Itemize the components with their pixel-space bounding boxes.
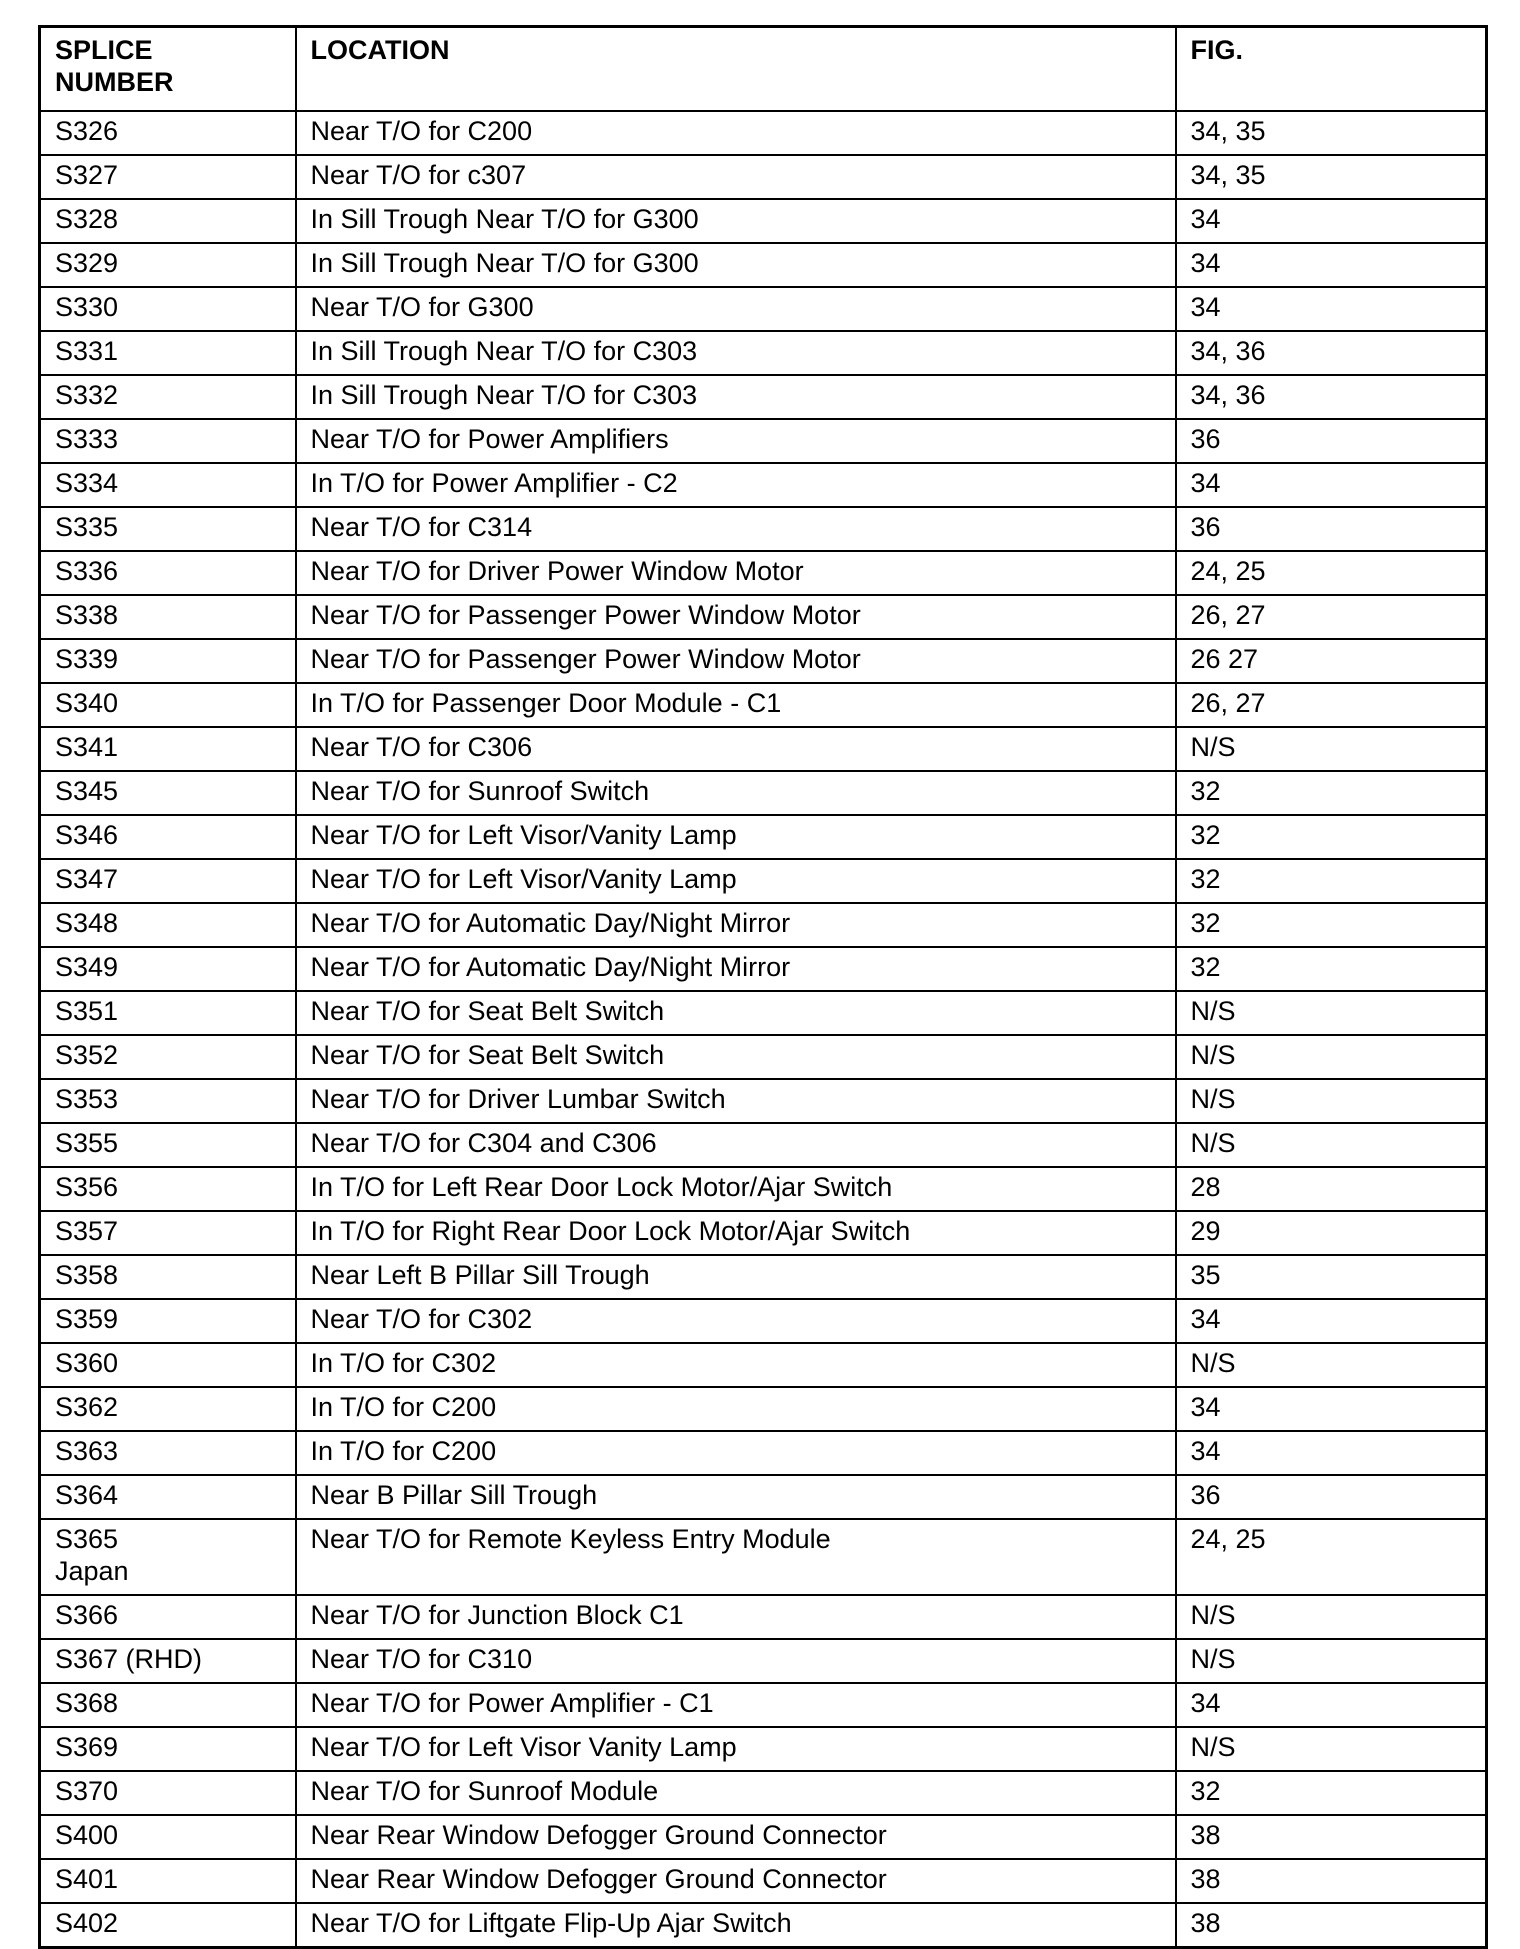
- location-cell: Near B Pillar Sill Trough: [296, 1475, 1176, 1519]
- table-row: [40, 463, 1487, 507]
- location-cell: Near T/O for C314: [296, 507, 1176, 551]
- table-row: [40, 1343, 1487, 1387]
- table-row: [40, 155, 1487, 199]
- splice-number-cell: S402: [40, 1903, 296, 1948]
- location-cell: Near T/O for C310: [296, 1639, 1176, 1683]
- splice-number-cell: S401: [40, 1859, 296, 1903]
- splice-number-cell: S351: [40, 991, 296, 1035]
- table-row: [40, 1727, 1487, 1771]
- table-row: [40, 419, 1487, 463]
- table-row: [40, 375, 1487, 419]
- splice-number-cell: S339: [40, 639, 296, 683]
- fig-cell: 34: [1176, 1387, 1487, 1431]
- splice-number-cell: S341: [40, 727, 296, 771]
- table-row: [40, 1079, 1487, 1123]
- location-cell: In T/O for C200: [296, 1387, 1176, 1431]
- splice-number-cell: S330: [40, 287, 296, 331]
- fig-cell: N/S: [1176, 1035, 1487, 1079]
- splice-number-cell: S363: [40, 1431, 296, 1475]
- table-row: [40, 199, 1487, 243]
- table-row: [40, 903, 1487, 947]
- fig-cell: 26, 27: [1176, 595, 1487, 639]
- fig-cell: 28: [1176, 1167, 1487, 1211]
- table-row: [40, 243, 1487, 287]
- location-cell: Near T/O for Power Amplifiers: [296, 419, 1176, 463]
- splice-number-cell: S368: [40, 1683, 296, 1727]
- fig-cell: 29: [1176, 1211, 1487, 1255]
- splice-number-cell: S400: [40, 1815, 296, 1859]
- fig-cell: 34: [1176, 287, 1487, 331]
- splice-number-cell: S370: [40, 1771, 296, 1815]
- table-row: [40, 683, 1487, 727]
- splice-number-cell: S365 Japan: [40, 1519, 296, 1595]
- location-cell: Near T/O for C200: [296, 111, 1176, 155]
- splice-number-cell: S331: [40, 331, 296, 375]
- table-row: [40, 1299, 1487, 1343]
- fig-cell: N/S: [1176, 1595, 1487, 1639]
- splice-number-cell: S346: [40, 815, 296, 859]
- fig-cell: N/S: [1176, 1727, 1487, 1771]
- location-cell: Near Rear Window Defogger Ground Connector: [296, 1859, 1176, 1903]
- fig-cell: 32: [1176, 947, 1487, 991]
- table-row: [40, 947, 1487, 991]
- fig-cell: 34: [1176, 199, 1487, 243]
- table-row: [40, 111, 1487, 155]
- fig-cell: 34: [1176, 1299, 1487, 1343]
- table-row: [40, 1035, 1487, 1079]
- fig-cell: N/S: [1176, 1639, 1487, 1683]
- location-cell: In Sill Trough Near T/O for G300: [296, 243, 1176, 287]
- splice-number-cell: S340: [40, 683, 296, 727]
- location-cell: Near T/O for Sunroof Module: [296, 1771, 1176, 1815]
- splice-number-cell: S338: [40, 595, 296, 639]
- fig-cell: N/S: [1176, 1123, 1487, 1167]
- location-cell: Near T/O for Driver Lumbar Switch: [296, 1079, 1176, 1123]
- fig-cell: 24, 25: [1176, 1519, 1487, 1595]
- location-cell: Near T/O for Driver Power Window Motor: [296, 551, 1176, 595]
- splice-number-cell: S335: [40, 507, 296, 551]
- table-row: [40, 815, 1487, 859]
- fig-cell: 35: [1176, 1255, 1487, 1299]
- fig-cell: 26 27: [1176, 639, 1487, 683]
- splice-number-cell: S364: [40, 1475, 296, 1519]
- location-cell: In Sill Trough Near T/O for C303: [296, 375, 1176, 419]
- table-row: [40, 331, 1487, 375]
- location-cell: Near T/O for C304 and C306: [296, 1123, 1176, 1167]
- fig-cell: 34, 36: [1176, 375, 1487, 419]
- location-cell: In T/O for Power Amplifier - C2: [296, 463, 1176, 507]
- splice-number-cell: S347: [40, 859, 296, 903]
- location-cell: Near T/O for Seat Belt Switch: [296, 1035, 1176, 1079]
- table-row: [40, 727, 1487, 771]
- location-cell: In T/O for Right Rear Door Lock Motor/Ajar Switch: [296, 1211, 1176, 1255]
- fig-cell: 32: [1176, 1771, 1487, 1815]
- table-row: [40, 1815, 1487, 1859]
- location-cell: In T/O for C302: [296, 1343, 1176, 1387]
- table-row: [40, 1859, 1487, 1903]
- table-row: [40, 287, 1487, 331]
- fig-cell: 38: [1176, 1815, 1487, 1859]
- fig-cell: N/S: [1176, 1343, 1487, 1387]
- table-row: [40, 595, 1487, 639]
- location-cell: Near T/O for Passenger Power Window Motor: [296, 595, 1176, 639]
- location-cell: Near T/O for Left Visor/Vanity Lamp: [296, 815, 1176, 859]
- location-cell: Near T/O for Remote Keyless Entry Module: [296, 1519, 1176, 1595]
- location-cell: Near T/O for Power Amplifier - C1: [296, 1683, 1176, 1727]
- splice-number-cell: S357: [40, 1211, 296, 1255]
- splice-number-cell: S356: [40, 1167, 296, 1211]
- splice-number-cell: S332: [40, 375, 296, 419]
- location-cell: Near T/O for Seat Belt Switch: [296, 991, 1176, 1035]
- location-cell: Near T/O for C306: [296, 727, 1176, 771]
- table-body: [40, 111, 1487, 1948]
- table-row: [40, 1167, 1487, 1211]
- table-row: [40, 859, 1487, 903]
- fig-cell: 34, 35: [1176, 155, 1487, 199]
- fig-cell: N/S: [1176, 991, 1487, 1035]
- fig-cell: 32: [1176, 771, 1487, 815]
- splice-number-cell: S353: [40, 1079, 296, 1123]
- header-fig: FIG.: [1176, 27, 1487, 112]
- splice-number-cell: S352: [40, 1035, 296, 1079]
- location-cell: Near Left B Pillar Sill Trough: [296, 1255, 1176, 1299]
- fig-cell: 36: [1176, 507, 1487, 551]
- location-cell: Near T/O for Left Visor Vanity Lamp: [296, 1727, 1176, 1771]
- fig-cell: N/S: [1176, 727, 1487, 771]
- table-row: [40, 1387, 1487, 1431]
- location-cell: In Sill Trough Near T/O for C303: [296, 331, 1176, 375]
- splice-number-cell: S326: [40, 111, 296, 155]
- location-cell: Near T/O for Automatic Day/Night Mirror: [296, 903, 1176, 947]
- splice-number-cell: S334: [40, 463, 296, 507]
- location-cell: Near T/O for Left Visor/Vanity Lamp: [296, 859, 1176, 903]
- table-row: [40, 639, 1487, 683]
- fig-cell: 32: [1176, 859, 1487, 903]
- table-row: [40, 1639, 1487, 1683]
- fig-cell: 34: [1176, 1431, 1487, 1475]
- fig-cell: 36: [1176, 1475, 1487, 1519]
- fig-cell: 34: [1176, 463, 1487, 507]
- location-cell: Near T/O for Automatic Day/Night Mirror: [296, 947, 1176, 991]
- splice-number-cell: S349: [40, 947, 296, 991]
- location-cell: Near T/O for c307: [296, 155, 1176, 199]
- fig-cell: 34, 35: [1176, 111, 1487, 155]
- table-row: [40, 1595, 1487, 1639]
- location-cell: In Sill Trough Near T/O for G300: [296, 199, 1176, 243]
- splice-number-cell: S366: [40, 1595, 296, 1639]
- fig-cell: 24, 25: [1176, 551, 1487, 595]
- header-location: LOCATION: [296, 27, 1176, 112]
- location-cell: Near T/O for Sunroof Switch: [296, 771, 1176, 815]
- splice-number-cell: S358: [40, 1255, 296, 1299]
- fig-cell: 34: [1176, 243, 1487, 287]
- splice-number-cell: S359: [40, 1299, 296, 1343]
- location-cell: Near T/O for Passenger Power Window Motor: [296, 639, 1176, 683]
- splice-number-cell: S345: [40, 771, 296, 815]
- splice-number-cell: S362: [40, 1387, 296, 1431]
- location-cell: In T/O for Left Rear Door Lock Motor/Ajar Switch: [296, 1167, 1176, 1211]
- fig-cell: 38: [1176, 1903, 1487, 1948]
- location-cell: In T/O for Passenger Door Module - C1: [296, 683, 1176, 727]
- fig-cell: 38: [1176, 1859, 1487, 1903]
- location-cell: Near T/O for C302: [296, 1299, 1176, 1343]
- fig-cell: 34: [1176, 1683, 1487, 1727]
- fig-cell: 32: [1176, 815, 1487, 859]
- splice-location-table: [38, 25, 1488, 1949]
- table-row: [40, 1255, 1487, 1299]
- splice-number-cell: S328: [40, 199, 296, 243]
- fig-cell: 36: [1176, 419, 1487, 463]
- table-row: [40, 1431, 1487, 1475]
- fig-cell: 32: [1176, 903, 1487, 947]
- table-row: [40, 1771, 1487, 1815]
- fig-cell: N/S: [1176, 1079, 1487, 1123]
- table-row: [40, 1211, 1487, 1255]
- table-row: [40, 1903, 1487, 1948]
- header-splice-number: SPLICE NUMBER: [40, 27, 296, 112]
- location-cell: Near Rear Window Defogger Ground Connector: [296, 1815, 1176, 1859]
- splice-number-cell: S333: [40, 419, 296, 463]
- splice-number-cell: S360: [40, 1343, 296, 1387]
- location-cell: Near T/O for Liftgate Flip-Up Ajar Switch: [296, 1903, 1176, 1948]
- fig-cell: 26, 27: [1176, 683, 1487, 727]
- splice-number-cell: S336: [40, 551, 296, 595]
- table-row: [40, 1475, 1487, 1519]
- splice-number-cell: S348: [40, 903, 296, 947]
- header-row: [40, 27, 1487, 112]
- table-row: [40, 991, 1487, 1035]
- table-header: [40, 27, 1487, 112]
- location-cell: Near T/O for Junction Block C1: [296, 1595, 1176, 1639]
- fig-cell: 34, 36: [1176, 331, 1487, 375]
- location-cell: In T/O for C200: [296, 1431, 1176, 1475]
- table-row: [40, 1683, 1487, 1727]
- splice-number-cell: S327: [40, 155, 296, 199]
- splice-number-cell: S367 (RHD): [40, 1639, 296, 1683]
- splice-number-cell: S329: [40, 243, 296, 287]
- table-row: [40, 1123, 1487, 1167]
- location-cell: Near T/O for G300: [296, 287, 1176, 331]
- table-row: [40, 771, 1487, 815]
- table-row: [40, 551, 1487, 595]
- splice-number-cell: S355: [40, 1123, 296, 1167]
- splice-number-cell: S369: [40, 1727, 296, 1771]
- table-row: [40, 1519, 1487, 1595]
- table-row: [40, 507, 1487, 551]
